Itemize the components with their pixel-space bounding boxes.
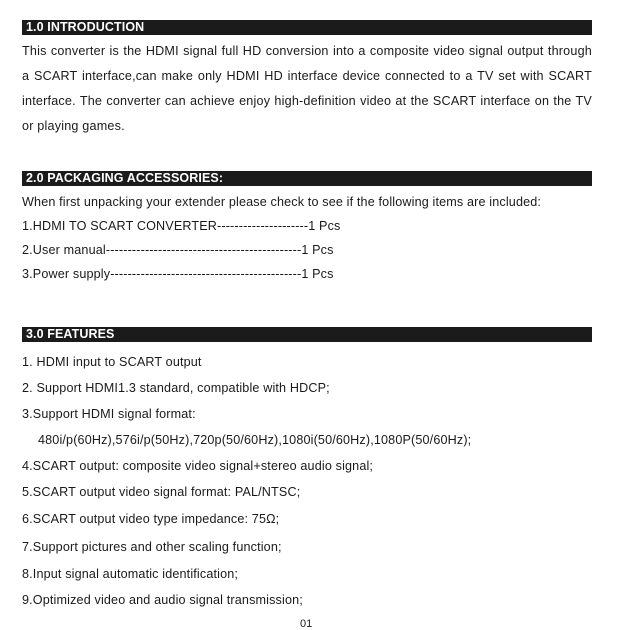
list-item: 1.HDMI TO SCART CONVERTER---------------------1 Pcs [22,219,341,233]
list-item: 8.Input signal automatic identification; [22,567,239,581]
intro-heading: 1.0 INTRODUCTION [22,20,592,35]
list-item: 3.Power supply--------------------------------------------1 Pcs [22,267,334,281]
list-item: 480i/p(60Hz),576i/p(50Hz),720p(50/60Hz),1080i(50/60Hz),1080P(50/60Hz); [38,433,472,447]
page-number: 01 [300,618,313,630]
list-item: 2.User manual---------------------------------------------1 Pcs [22,243,334,257]
features-heading: 3.0 FEATURES [22,327,592,342]
list-item: 2. Support HDMI1.3 standard, compatible with HDCP; [22,381,330,395]
list-item: 5.SCART output video signal format: PAL/NTSC; [22,485,301,499]
packaging-heading: 2.0 PACKAGING ACCESSORIES: [22,171,592,186]
list-item: 3.Support HDMI signal format: [22,407,196,421]
packaging-lead: When first unpacking your extender please check to see if the following items are included: [22,195,542,209]
list-item: 4.SCART output: composite video signal+stereo audio signal; [22,459,374,473]
list-item: 6.SCART output video type impedance: 75Ω; [22,512,280,526]
list-item: 1. HDMI input to SCART output [22,355,202,369]
intro-paragraph: This converter is the HDMI signal full HD conversion into a composite video signal output through a SCART interface,can make only HDMI HD interface device connected to a TV set with SCART interface. The converter can achieve enjoy high-definition video at the SCART interface on the TV or playing games. [22,44,592,133]
list-item: 9.Optimized video and audio signal transmission; [22,593,303,607]
list-item: 7.Support pictures and other scaling function; [22,540,282,554]
